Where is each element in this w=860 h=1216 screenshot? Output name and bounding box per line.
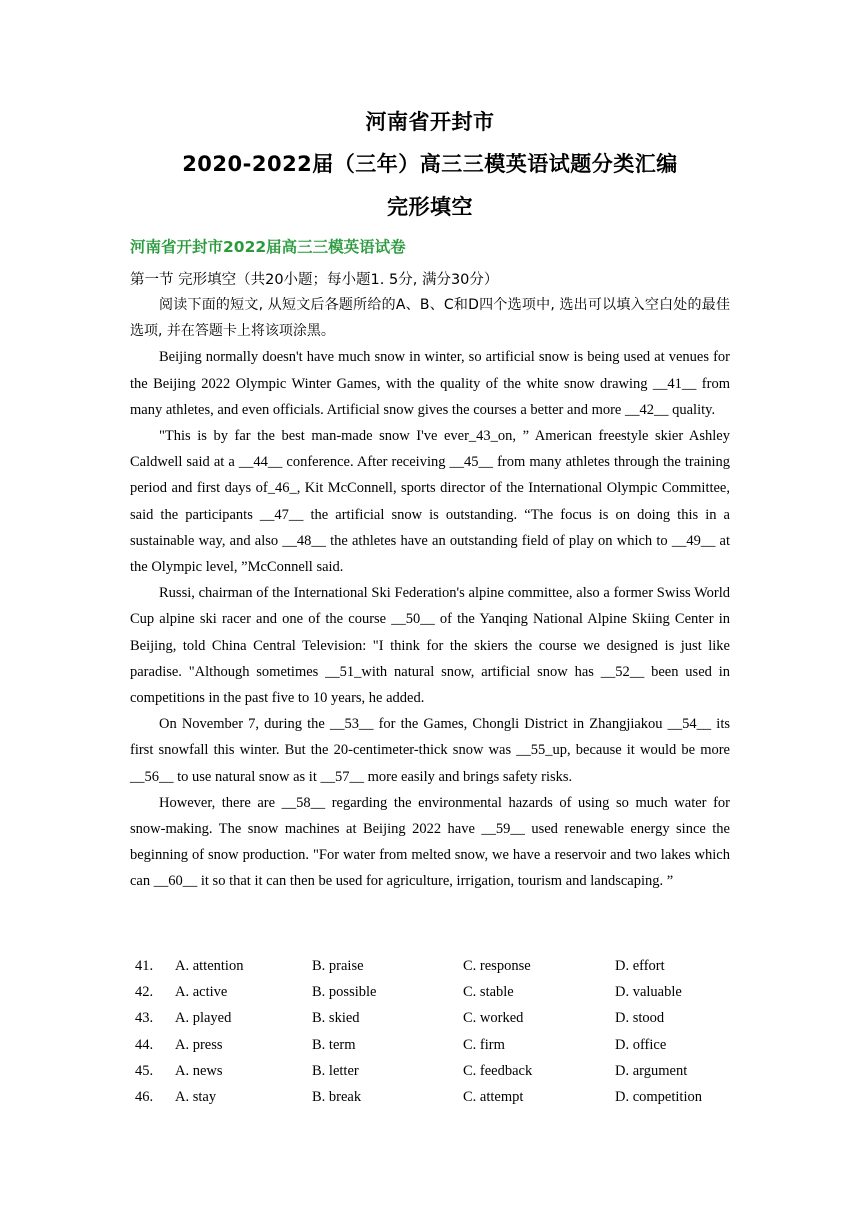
passage-body xyxy=(130,292,730,895)
document-title-series: 2020-2022届（三年）高三三模英语试题分类汇编 xyxy=(182,152,678,176)
passage-paragraph-4: On November 7, during the __53__ for the Games, Chongli District in Zhangjiakou __54__ its first snowfall this winter. But the 20-centimeter-thick snow was __55_up, because it would be more __56__ to use natural snow as it __57__ more easily and brings safety risks. xyxy=(130,716,730,785)
option-a: A. attention xyxy=(175,958,244,974)
instruction-paragraph: 阅读下面的短文, 从短文后各题所给的A、B、C和D四个选项中, 选出可以填入空白处的最佳选项, 并在答题卡上将该项涂黑。 xyxy=(130,297,730,340)
option-c: C. response xyxy=(463,958,531,974)
option-c: C. worked xyxy=(463,1010,524,1027)
option-c: C. firm xyxy=(463,1036,505,1053)
passage-paragraph-2: "This is by far the best man-made snow I've ever_43_on, ” American freestyle skier Ashley Caldwell said at a __44__ conference. After receiving __45__ from many athletes through the training period and first days of_46_, Kit McConnell, sports director of the International Olympic Committee, said the participants __47__ the artificial snow is outstanding. “The focus is on doing this in a sustainable way, and also __48__ the athletes have an outstanding field of play on which to __49__ at the Olympic level, ”McConnell said. xyxy=(130,428,730,576)
option-c: C. stable xyxy=(463,984,514,1001)
option-c: C. attempt xyxy=(463,1088,524,1105)
option-b: B. letter xyxy=(312,1062,359,1079)
option-a: A. stay xyxy=(175,1088,217,1105)
option-b: B. possible xyxy=(312,984,377,1001)
option-d: D. valuable xyxy=(615,984,682,1001)
part-heading: 第一节 完形填空（共20小题；每小题1. 5分, 满分30分） xyxy=(130,272,499,288)
option-d: D. competition xyxy=(615,1088,702,1105)
passage-paragraph-3: Russi, chairman of the International Ski Federation's alpine committee, also a former Swiss World Cup alpine ski racer and one of the course __50__ of the Yanqing National Alpine Skiing Center in Beijing, told China Central Television: "I think for the skiers the course we designed is just like paradise. "Although sometimes __51_with natural snow, artificial snow has __52__ been used in competitions in the past five to 10 years, he added. xyxy=(130,585,730,707)
option-d: D. stood xyxy=(615,1010,665,1027)
question-number: 44. xyxy=(135,1036,154,1053)
answer-options xyxy=(130,953,730,1110)
option-a: A. played xyxy=(175,1010,232,1027)
option-row xyxy=(130,1058,730,1084)
option-b: B. skied xyxy=(312,1010,360,1027)
question-number: 46. xyxy=(135,1088,154,1105)
option-row xyxy=(130,1084,730,1110)
option-b: B. break xyxy=(312,1088,362,1105)
option-a: A. press xyxy=(175,1036,223,1053)
document-title-topic: 完形填空 xyxy=(387,195,473,219)
option-a: A. news xyxy=(175,1062,223,1079)
option-d: D. office xyxy=(615,1036,667,1053)
option-d: D. effort xyxy=(615,958,665,974)
passage-paragraph-5: However, there are __58__ regarding the environmental hazards of using so much water for snow-making. The snow machines at Beijing 2022 have __59__ used renewable energy since the beginning of snow production. "For water from melted snow, we have a reservoir and two lakes which can __60__ it so that it can then be used for agriculture, irrigation, tourism and landscaping. ” xyxy=(130,794,730,890)
question-number: 41. xyxy=(135,958,154,974)
question-number: 42. xyxy=(135,984,154,1001)
option-b: B. term xyxy=(312,1036,356,1053)
option-row xyxy=(130,1032,730,1058)
option-c: C. feedback xyxy=(463,1062,533,1079)
option-b: B. praise xyxy=(312,958,364,974)
option-row xyxy=(130,1005,730,1031)
question-number: 45. xyxy=(135,1062,154,1079)
option-d: D. argument xyxy=(615,1062,688,1079)
document-title-region: 河南省开封市 xyxy=(365,110,495,134)
option-a: A. active xyxy=(175,984,228,1001)
passage-paragraph-1: Beijing normally doesn't have much snow in winter, so artificial snow is being used at venues for the Beijing 2022 Olympic Winter Games, with the quality of the white snow drawing __41__ from many athletes, and even officials. Artificial snow gives the courses a better and more __42__ quality. xyxy=(130,349,730,418)
exam-section-heading: 河南省开封市2022届高三三模英语试卷 xyxy=(130,238,406,256)
option-row xyxy=(130,953,730,979)
option-row xyxy=(130,979,730,1005)
question-number: 43. xyxy=(135,1010,154,1027)
